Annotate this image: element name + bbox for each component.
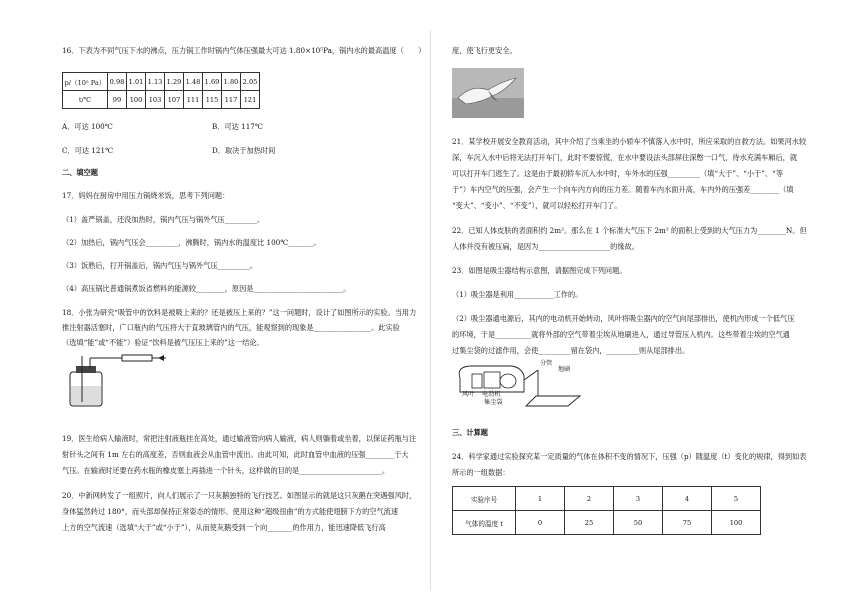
- question-22-line1: 22．已知人体皮肤的表面积约 2m²。那么在 1 个标准大气压下 2m² 的面积上受到的大气压力为________N。但: [452, 226, 807, 235]
- goose-photo: [452, 68, 524, 118]
- option-b: B．可达 117℃: [212, 122, 263, 131]
- question-17-1: （1）盖严锅盖，还没加热时，锅内气压与锅外气压_________。: [62, 215, 265, 224]
- column-divider: [430, 30, 431, 590]
- label-fan: 风叶: [462, 391, 475, 398]
- table-cell: 1.69: [203, 73, 222, 91]
- question-19-line3: 气压。在输液时还要在药水瓶的橡皮塞上再插进一个针头，这样做的目的是_______________________。: [62, 466, 390, 475]
- question-19-line1: 19．医生给病人输液时，常把注射液瓶挂在高处，通过输液管向病人输液，病人则躺着或坐着，以保证药瓶与注: [62, 434, 417, 443]
- question-18-line2: 推注射器活塞时，广口瓶内的气压将大于直玻璃管内的气压，能观察到的现象是________________。此实验: [62, 323, 400, 332]
- section-fill-in: 二、填空题: [62, 168, 98, 177]
- option-d: D．取决于加热时间: [212, 146, 276, 155]
- table-cell: 100: [712, 511, 761, 535]
- table-cell: 1.48: [184, 73, 203, 91]
- table-cell: 1.01: [127, 73, 146, 91]
- label-bag: 集尘袋: [484, 399, 503, 406]
- question-23-2-line1: （2）吸尘器通电源后，其内的电动机开始转动，风叶将吸尘器内的空气向尾部排出，使机内形成一个低气压: [452, 314, 795, 323]
- question-24-line1: 24．科学家通过实验探究某一定质量的气体在体积不变的情况下，压强（p）随温度（t）变化的规律，得到如表: [452, 452, 807, 461]
- table-head-trial: 实验序号: [453, 487, 516, 511]
- table-cell: 75: [663, 511, 712, 535]
- syringe-bottle-figure: [62, 352, 172, 412]
- question-23-2-line2: 的环境，于是__________就将外部的空气带着尘埃从地刷进入，通过导管压入机内。这些带着尘埃的空气通: [452, 330, 790, 339]
- table-head-pressure: p/（10⁵ Pa）: [63, 73, 108, 91]
- question-22-line2: 人体并没有被压扁，是因为____________________的缘故。: [452, 242, 639, 251]
- question-20-line1: 20．中新网转发了一组照片，向人们展示了一只灰鹅独特的飞行技艺。如图显示的就是这只灰鹅在突遇强风时，: [62, 491, 417, 500]
- gas-data-table: [452, 486, 761, 535]
- table-cell: 4: [663, 487, 712, 511]
- vacuum-diagram: [452, 362, 582, 410]
- question-23-2-line3: 过集尘袋的过滤作用，会使_________留在袋内，_________则从尾部排出。: [452, 346, 690, 355]
- section-calculation: 三、计算题: [452, 428, 488, 437]
- table-cell: 25: [565, 511, 614, 535]
- table-cell: 1.80: [222, 73, 241, 91]
- question-17-2: （2）加热后，锅内气压会_________，沸腾时，锅内水的温度比 100℃_______。: [62, 238, 321, 247]
- table-cell: 99: [108, 91, 127, 109]
- table-cell: 117: [222, 91, 241, 109]
- table-cell: 1.13: [146, 73, 165, 91]
- table-cell: 100: [127, 91, 146, 109]
- table-cell: 111: [184, 91, 203, 109]
- question-21-line1: 21．某学校开展安全教育活动，其中介绍了当乘坐的小轿车不慎落入水中时，所应采取的自救方法。如果河水较: [452, 137, 807, 146]
- option-a: A．可达 100℃: [62, 122, 113, 131]
- question-24-line2: 所示的一组数据：: [452, 468, 510, 477]
- question-21-line2: 深，车沉入水中后将无法打开车门，此时不要惊慌，在水中要设法头部屏住深憋一口气，待水充满车厢后，就: [452, 153, 798, 162]
- question-21-line3: 可以打开车门逃生了。这是由于最初轿车沉入水中时，车外水的压强_________（填“大于”、“小于”、“等: [452, 169, 784, 178]
- question-18-line3: （选填“能”或“不能”）验证“饮料是被气压压上来的”这一结论。: [62, 338, 264, 347]
- table-cell: 107: [165, 91, 184, 109]
- table-cell: 121: [241, 91, 260, 109]
- table-cell: 2: [565, 487, 614, 511]
- question-18-line1: 18．小张为研究“吸管中的饮料是被吸上来的？还是被压上来的？”这一问题时，设计了如图所示的实验。当用力: [62, 308, 417, 317]
- question-20-line3: 上方的空气流速（选填“大于”或“小于”），从而使灰鹅受到一个向_______的作用力，能迅速降低飞行高: [62, 523, 386, 532]
- table-cell: 50: [614, 511, 663, 535]
- table-cell: 103: [146, 91, 165, 109]
- table-cell: 1.29: [165, 73, 184, 91]
- question-16: 16．下表为不同气压下水的沸点，压力锅工作时锅内气体压强最大可达 1.80×10⁵Pa，锅内水的最高温度（ ）: [62, 46, 426, 55]
- table-head-temp: t/℃: [63, 91, 108, 109]
- question-20-end: 度，使飞行更安全。: [452, 46, 517, 55]
- table-cell: 1: [516, 487, 565, 511]
- question-20-line2: 身体猛然转过 180°，而头部却保持正常姿态的情形。使用这种“超级扭曲”的方式能使翅膀下方的空气流速: [62, 507, 399, 516]
- table-cell: 0.98: [108, 73, 127, 91]
- boiling-point-table: [62, 72, 260, 109]
- label-tube: 分管: [540, 360, 553, 367]
- question-17-4: （4）高压锅比普通锅煮饭省燃料的能源较________，原因是_________________________。: [62, 284, 351, 293]
- question-17: 17．妈妈在厨房中用压力锅烧米饭，思考下列问题：: [62, 191, 230, 200]
- table-cell: 0: [516, 511, 565, 535]
- table-head-gas-temp: 气体的温度 t: [453, 511, 516, 535]
- table-cell: 2.05: [241, 73, 260, 91]
- question-23-1: （1）吸尘器是利用___________工作的。: [452, 290, 583, 299]
- question-19-line2: 射针头之间有 1m 左右的高度差，否则血液会从血管中流出。由此可知，此时血管中血液的压强________于大: [62, 450, 409, 459]
- question-21-line4: 于”）车内空气的压强，会产生一个向车内方向的压力差。随着车内水面升高，车内外的压强差________（填: [452, 185, 794, 194]
- label-brush: 地刷: [558, 366, 571, 373]
- table-cell: 3: [614, 487, 663, 511]
- table-cell: 5: [712, 487, 761, 511]
- question-21-line5: “变大”、“变小”、“不变”），就可以轻松打开车门了。: [452, 201, 622, 210]
- table-cell: 115: [203, 91, 222, 109]
- question-23: 23．如图是吸尘器结构示意图，请据图完成下列问题。: [452, 266, 627, 275]
- option-c: C．可达 121℃: [62, 146, 114, 155]
- question-17-3: （3）饭熟后，打开锅盖后，锅内气压与锅外气压_________。: [62, 261, 258, 270]
- label-motor: 电动机: [482, 391, 501, 398]
